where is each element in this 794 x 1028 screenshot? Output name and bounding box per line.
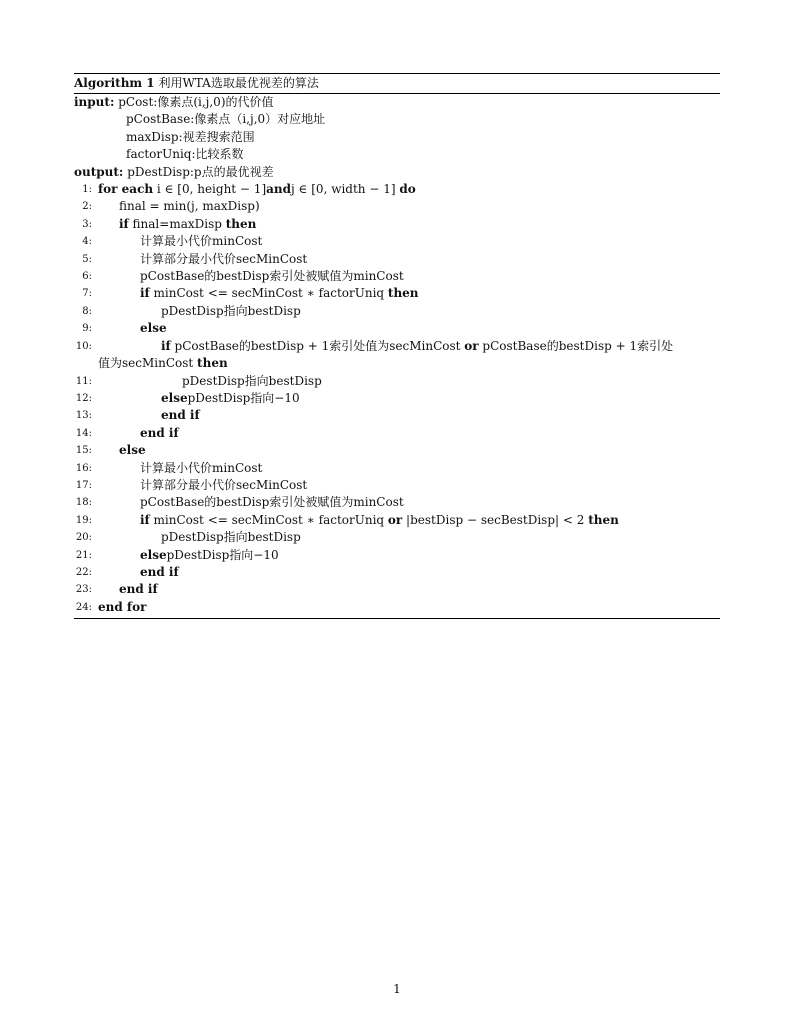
io-block [74, 94, 720, 181]
line-number: 6: [82, 271, 92, 283]
io-row [74, 146, 720, 163]
io-row [74, 129, 720, 146]
line-text: end if [140, 564, 179, 579]
algorithm-line [74, 303, 720, 320]
algorithm-line [74, 512, 720, 529]
line-number: 14: [75, 427, 92, 439]
io-row [74, 94, 720, 111]
algorithm-line [74, 355, 720, 372]
algorithm-line [74, 477, 720, 494]
line-text: pCostBase的bestDisp索引处被赋值为minCost [140, 269, 404, 284]
line-number: 16: [75, 462, 92, 474]
line-number: 24: [75, 601, 92, 613]
bottom-rule [74, 618, 720, 619]
algorithm-line [74, 216, 720, 233]
algorithm-line [74, 494, 720, 511]
line-text: pDestDisp指向bestDisp [182, 373, 322, 388]
algorithm-line [74, 407, 720, 424]
algorithm-line [74, 390, 720, 407]
line-number: 5: [82, 253, 92, 265]
line-number: 12: [75, 392, 92, 404]
line-text: pCostBase的bestDisp索引处被赋值为minCost [140, 495, 404, 510]
algorithm-line [74, 442, 720, 459]
line-text: if minCost <= secMinCost ∗ factorUniq then [140, 286, 419, 301]
io-text: pCostBase:像素点（i,j,0）对应地址 [126, 112, 326, 127]
line-text: if final=maxDisp then [119, 216, 257, 231]
line-text: end for [98, 599, 147, 614]
line-number: 2: [82, 201, 92, 213]
line-number: 9: [82, 323, 92, 335]
line-text: else [140, 321, 167, 336]
line-text: else [119, 443, 146, 458]
line-number: 3: [82, 218, 92, 230]
line-text: final = min(j, maxDisp) [119, 199, 260, 214]
line-text: 计算最小代价minCost [140, 234, 263, 249]
algorithm-body [74, 181, 720, 616]
algorithm-line [74, 198, 720, 215]
line-text: 计算部分最小代价secMinCost [140, 251, 308, 266]
line-text: elsepDestDisp指向−10 [140, 547, 279, 562]
algorithm-line [74, 460, 720, 477]
algorithm-label: Algorithm 1 [74, 76, 155, 90]
line-text: end if [161, 408, 200, 423]
line-text: if minCost <= secMinCost ∗ factorUniq or |bestDisp − secBestDisp| < 2 then [140, 512, 619, 527]
line-number: 1: [82, 184, 92, 196]
algorithm-line [74, 529, 720, 546]
line-number: 8: [82, 305, 92, 317]
algorithm-block [74, 73, 720, 619]
io-text: factorUniq:比较系数 [126, 147, 244, 162]
algorithm-title: 利用WTA选取最优视差的算法 [158, 76, 319, 90]
io-row [74, 111, 720, 128]
page-number: 1 [393, 982, 401, 996]
io-row [74, 164, 720, 181]
algorithm-line [74, 425, 720, 442]
line-text: pDestDisp指向bestDisp [161, 530, 301, 545]
line-text: end if [140, 425, 179, 440]
line-text: end if [119, 582, 158, 597]
algorithm-line [74, 373, 720, 390]
line-number: 22: [75, 566, 92, 578]
line-text: pDestDisp指向bestDisp [161, 303, 301, 318]
line-number: 15: [75, 445, 92, 457]
line-number: 21: [75, 549, 92, 561]
io-text: pCost:像素点(i,j,0)的代价值 [118, 95, 274, 109]
io-key: input: [74, 95, 115, 109]
line-text: elsepDestDisp指向−10 [161, 390, 300, 405]
line-text: 计算最小代价minCost [140, 460, 263, 475]
line-number: 11: [75, 375, 92, 387]
line-text: 计算部分最小代价secMinCost [140, 477, 308, 492]
line-number: 17: [75, 479, 92, 491]
algorithm-line [74, 338, 720, 355]
algorithm-line [74, 268, 720, 285]
line-number: 19: [75, 514, 92, 526]
algorithm-caption [74, 74, 720, 93]
line-number: 10: [75, 340, 92, 352]
io-text: pDestDisp:p点的最优视差 [127, 164, 274, 179]
line-number: 23: [75, 584, 92, 596]
algorithm-line [74, 564, 720, 581]
algorithm-line [74, 581, 720, 598]
line-number: 7: [82, 288, 92, 300]
line-number: 18: [75, 497, 92, 509]
algorithm-line [74, 233, 720, 250]
algorithm-line [74, 181, 720, 198]
algorithm-line [74, 547, 720, 564]
line-number: 20: [75, 532, 92, 544]
line-text: if pCostBase的bestDisp + 1索引处值为secMinCost or pCostBase的bestDisp + 1索引处 [161, 338, 674, 353]
io-key: output: [74, 164, 124, 179]
line-number: 13: [75, 410, 92, 422]
line-number: 4: [82, 236, 92, 248]
line-text: 值为secMinCost then [98, 356, 228, 371]
algorithm-line [74, 251, 720, 268]
io-text: maxDisp:视差搜索范围 [126, 129, 255, 144]
line-text: for each i ∈ [0, height − 1]andj ∈ [0, width − 1] do [98, 182, 416, 197]
algorithm-line [74, 320, 720, 337]
algorithm-line [74, 599, 720, 616]
algorithm-line [74, 285, 720, 302]
